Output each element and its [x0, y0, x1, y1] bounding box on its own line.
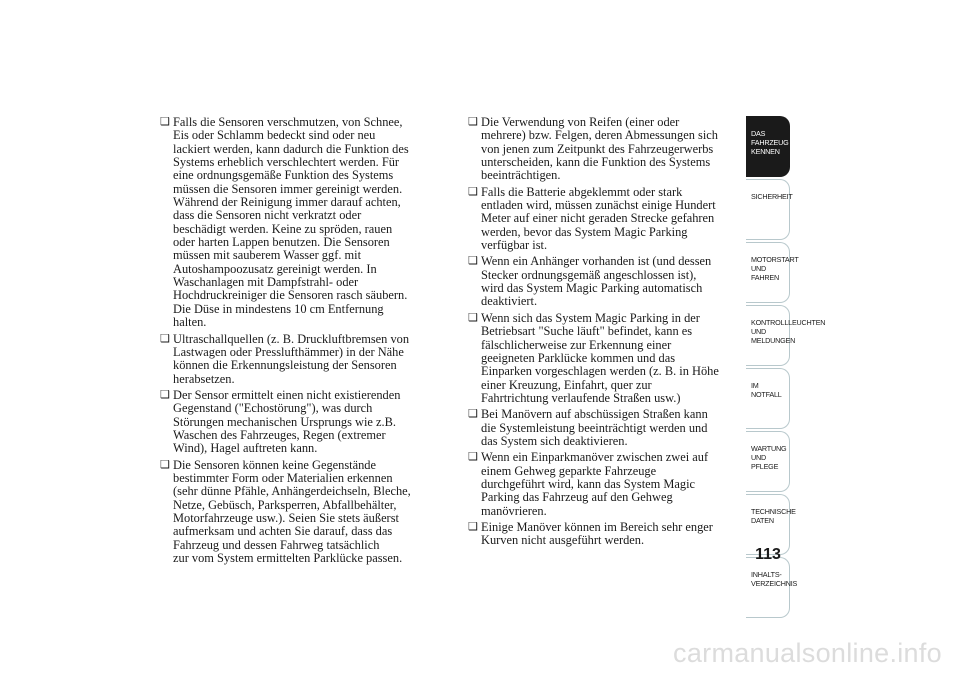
list-item-text: Wenn sich das System Magic Parking in der Betriebsart "Suche läuft" befindet, kann es fälschlicherweise zur Erkennung einer geeigneten Parklücke kommen und das Einparken vorgeschlagen werden (z. B. in Höhe einer Kreuzung, Einfahrt, quer zur Fahrtrichtung verlaufende Straßen usw.) [481, 310, 719, 405]
list-item [468, 408, 740, 448]
list-item-text: Die Sensoren können keine Gegenstände bestimmter Form oder Materialien erkennen (sehr dünne Pfähle, Anhängerdeichseln, Bleche, Netze, Gebüsch, Parksperren, Abfallbehälter, Motorfahrzeuge usw.). Seien Sie stets äußerst aufmerksam und achten Sie darauf, dass das Fahrzeug und dessen Fahrweg tatsächlich zur vom System ermittelten Parklücke passen. [173, 457, 411, 565]
checkbox-bullet-icon: ❑ [160, 116, 170, 128]
tab-wartung-und-pflege[interactable]: WARTUNG UND PFLEGE [746, 431, 790, 492]
checkbox-bullet-icon: ❑ [468, 185, 478, 198]
page-number: 113 [755, 546, 781, 563]
checkbox-bullet-icon: ❑ [468, 116, 478, 128]
list-item [160, 116, 450, 330]
list-item-text: Wenn ein Anhänger vorhanden ist (und dessen Stecker ordnungsgemäß angeschlossen ist), wird das System Magic Parking automatisch deaktiviert. [481, 254, 712, 309]
list-item-text: Der Sensor ermittelt einen nicht existierenden Gegenstand ("Echostörung"), was durch Störungen mechanischen Ursprungs wie z.B. Waschen des Fahrzeuges, Regen (extremer Wind), Hagel auftreten kann. [173, 387, 401, 456]
checkbox-bullet-icon: ❑ [468, 520, 478, 533]
tab-das-fahrzeug-kennen[interactable]: DAS FAHRZEUG KENNEN [746, 116, 790, 177]
tab-technische-daten[interactable]: TECHNISCHE DATEN [746, 494, 790, 555]
tab-sicherheit[interactable]: SICHERHEIT [746, 179, 790, 240]
tab-kontrollleuchten-und-meldungen[interactable]: KONTROLLLEUCHTEN UND MELDUNGEN [746, 305, 790, 366]
list-item [468, 312, 740, 405]
list-item [160, 389, 450, 456]
left-column [160, 116, 450, 568]
list-item [160, 459, 450, 566]
right-column [468, 116, 740, 551]
tab-im-notfall[interactable]: IM NOTFALL [746, 368, 790, 429]
list-item-text: Die Verwendung von Reifen (einer oder mehrere) bzw. Felgen, deren Abmessungen sich von jenen zum Zeitpunkt des Fahrzeugerwerbs unterscheiden, kann die Funktion des Systems beeinträchtigen. [481, 115, 718, 183]
chapter-tabs [746, 116, 826, 620]
checkbox-bullet-icon: ❑ [468, 255, 478, 268]
list-item-text: Ultraschallquellen (z. B. Druckluftbremsen von Lastwagen oder Presslufthämmer) in der Nähe können die Erkennungsleistung der Sensoren herabsetzen. [173, 331, 410, 386]
list-item-text: Einige Manöver können im Bereich sehr enger Kurven nicht ausgeführt werden. [481, 519, 713, 548]
checkbox-bullet-icon: ❑ [468, 451, 478, 464]
list-item [160, 333, 450, 386]
list-item-text: Wenn ein Einparkmanöver zwischen zwei auf einem Gehweg geparkte Fahrzeuge durchgeführt wird, kann das System Magic Parking das Fahrzeug auf den Gehweg manövrieren. [481, 450, 709, 518]
list-item-text: Bei Manövern auf abschüssigen Straßen kann die Systemleistung beeinträchtigt werden und das System sich deaktivieren. [481, 407, 708, 448]
checkbox-bullet-icon: ❑ [160, 458, 170, 471]
list-item [468, 451, 740, 518]
list-item [468, 186, 740, 253]
list-item [468, 255, 740, 308]
checkbox-bullet-icon: ❑ [160, 388, 170, 401]
list-item [468, 521, 740, 548]
tab-motorstart-und-fahren[interactable]: MOTORSTART UND FAHREN [746, 242, 790, 303]
checkbox-bullet-icon: ❑ [468, 311, 478, 324]
checkbox-bullet-icon: ❑ [468, 408, 478, 421]
list-item-text: Falls die Sensoren verschmutzen, von Schnee, Eis oder Schlamm bedeckt sind oder neu lackiert werden, kann dadurch die Funktion des Systems erheblich verschlechtert werden. Für eine ordnungsgemäße Funktion des Systems müssen die Sensoren immer gereinigt werden. Während der Reinigung immer darauf achten, dass die Sensoren nicht verkratzt oder beschädigt werden. Keine zu spröden, rauen oder harten Lappen benutzen. Die Sensoren müssen mit sauberem Wasser ggf. mit Autoshampoozusatz gereinigt werden. In Waschanlagen mit Dampfstrahl- oder Hochdruckreiniger die Sensoren rasch säubern. Die Düse in mindestens 10 cm Entfernung halten. [173, 115, 409, 330]
list-item-text: Falls die Batterie abgeklemmt oder stark entladen wird, müssen zunächst einige Hundert Meter auf einer nicht geraden Strecke gefahren werden, bevor das System Magic Parking verfügbar ist. [481, 184, 716, 253]
list-item [468, 116, 740, 183]
watermark: carmanualsonline.info [673, 638, 942, 668]
tab-inhaltsverzeichnis[interactable]: INHALTS- VERZEICHNIS [746, 557, 790, 618]
checkbox-bullet-icon: ❑ [160, 332, 170, 345]
